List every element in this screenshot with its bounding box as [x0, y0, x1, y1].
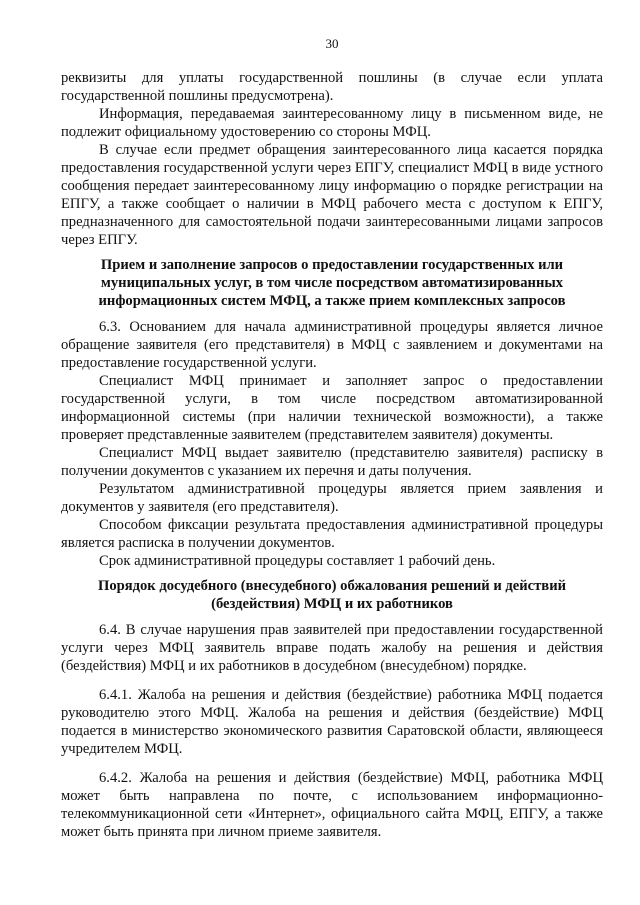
section-heading	[61, 256, 603, 310]
page-number: 30	[325, 36, 339, 51]
paragraph: 6.4.1. Жалоба на решения и действия (бездействие) работника МФЦ подается руководителю этого МФЦ. Жалоба на решения и действия (бездействие) МФЦ подается в министерство экономического развития Саратовской области, являющееся учредителем МФЦ.	[61, 687, 603, 757]
paragraph: Результатом административной процедуры является прием заявления и документов у заявителя (его представителя).	[61, 481, 603, 515]
paragraph: 6.4. В случае нарушения прав заявителей при предоставлении государственной услуги через МФЦ заявитель вправе подать жалобу на решения и действия (бездействия) МФЦ и их работников в досудебном (внесудебном) порядке.	[61, 622, 603, 674]
section-heading	[61, 577, 603, 613]
paragraph: В случае если предмет обращения заинтересованного лица касается порядка предоставления государственной услуги через ЕПГУ, специалист МФЦ в виде устного сообщения передает заинтересованному лицу информацию о порядке регистрации на ЕПГУ, а также сообщает о наличии в МФЦ рабочего места с доступом к ЕПГУ, предназначенного для самостоятельной подачи заинтересованными лицами запросов через ЕПГУ.	[61, 142, 603, 248]
paragraph: Способом фиксации результата предоставления административной процедуры является расписка в получении документов.	[61, 517, 603, 551]
paragraph: реквизиты для уплаты государственной пошлины (в случае если уплата государственной пошлины предусмотрена).	[61, 70, 603, 104]
heading-line: муниципальных услуг, в том числе посредством автоматизированных	[100, 275, 564, 291]
heading-line: (бездействия) МФЦ и их работников	[211, 596, 453, 612]
paragraph: 6.3. Основанием для начала административной процедуры является личное обращение заявителя (его представителя) в МФЦ с заявлением и документами на предоставление государственной услуги.	[61, 319, 603, 371]
paragraph: Специалист МФЦ принимает и заполняет запрос о предоставлении государственной услуги, в том числе посредством автоматизированной информационной системы (при наличии технической возможности), а также проверяет представленные заявителем (представителем заявителя) документы.	[61, 373, 603, 443]
paragraph: Срок административной процедуры составляет 1 рабочий день.	[99, 553, 496, 569]
heading-line: Порядок досудебного (внесудебного) обжалования решений и действий	[97, 578, 567, 594]
paragraph: Специалист МФЦ выдает заявителю (представителю заявителя) расписку в получении документов с указанием их перечня и даты получения.	[61, 445, 603, 479]
paragraph: Информация, передаваемая заинтересованному лицу в письменном виде, не подлежит официальному удостоверению со стороны МФЦ.	[61, 106, 603, 140]
paragraph: 6.4.2. Жалоба на решения и действия (бездействие) МФЦ, работника МФЦ может быть направлена по почте, с использованием информационно-телекоммуникационной сети «Интернет», официального сайта МФЦ, ЕПГУ, а также может быть принята при личном приеме заявителя.	[61, 770, 603, 840]
heading-line: Прием и заполнение запросов о предоставлении государственных или	[100, 257, 564, 273]
heading-line: информационных систем МФЦ, а также прием комплексных запросов	[98, 293, 566, 309]
